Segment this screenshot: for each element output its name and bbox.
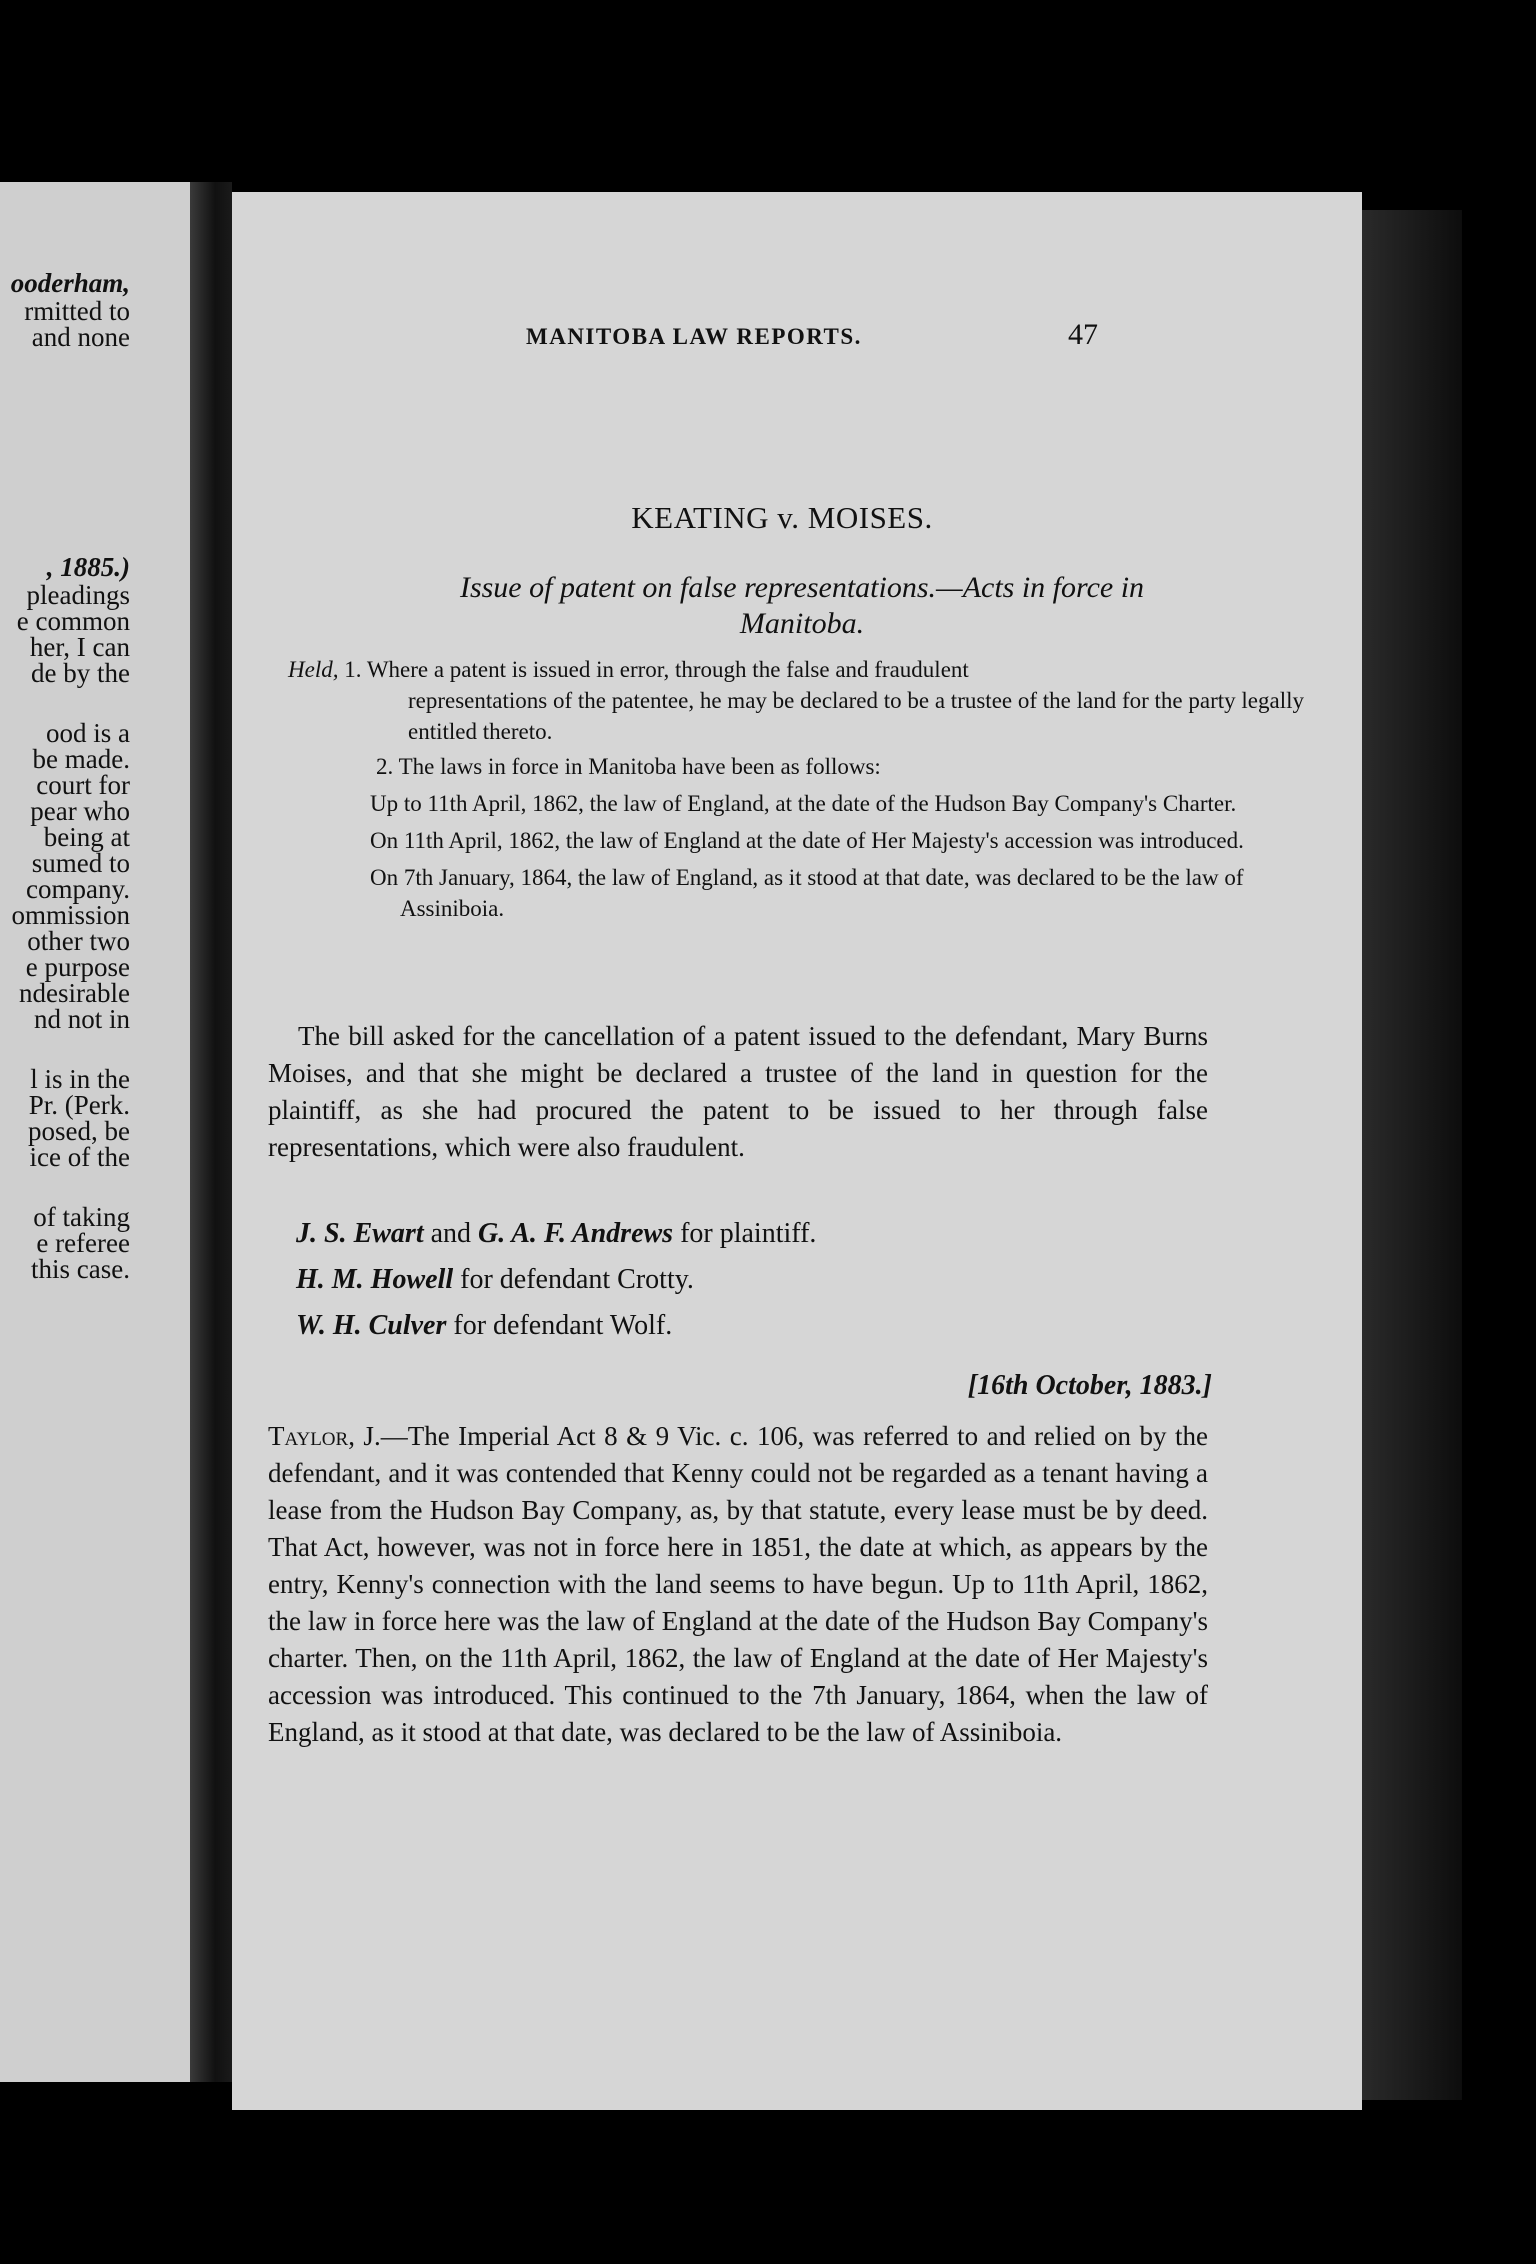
left-page-line: e common bbox=[16, 606, 130, 636]
left-page-line: sumed to bbox=[31, 848, 130, 878]
judgment-text bbox=[268, 1418, 1208, 1751]
held-sub-1: Up to 11th April, 1862, the law of England, at the date of the Hudson Bay Company's Charter. bbox=[370, 791, 1237, 816]
counsel-name-andrews: G. A. F. Andrews bbox=[478, 1218, 674, 1249]
judgment-body: —The Imperial Act 8 & 9 Vic. c. 106, was referred to and relied on by the defendant, and it was contended that Kenny could not be regarded as a tenant having a lease from the Hudson Bay Company, as, by that statute, every lease must be by deed. That Act, however, was not in force here in 1851, the date at which, as appears by the entry, Kenny's connection with the land seems to have begun. Up to 11th April, 1862, the law in force here was the law of England at the date of the Hudson Bay Company's charter. Then, on the 11th April, 1862, the law of England at the date of Her Majesty's accession was introduced. This continued to the 7th January, 1864, when the law of England, as it stood at that date, was declared to be the law of Assiniboia. bbox=[268, 1421, 1209, 1747]
page-edge-shadow bbox=[1362, 210, 1462, 2100]
left-page-line: other two bbox=[27, 926, 130, 956]
held-summary bbox=[288, 654, 1328, 924]
judgment-paragraph bbox=[268, 1418, 1208, 1751]
left-page-line: ood is a bbox=[46, 718, 130, 748]
left-page-line: l is in the bbox=[30, 1064, 130, 1094]
counsel-defendant-wolf bbox=[296, 1312, 672, 1340]
counsel-role-crotty: for defendant Crotty. bbox=[453, 1264, 694, 1295]
left-page-line: posed, be bbox=[28, 1116, 130, 1146]
left-page-line: pleadings bbox=[26, 580, 130, 610]
left-page-line: , 1885.) bbox=[46, 552, 130, 582]
judgment-date: [16th October, 1883.] bbox=[967, 1370, 1212, 1401]
facing-page-left bbox=[0, 182, 190, 2082]
headnote bbox=[312, 570, 1292, 642]
headnote-line-1: Issue of patent on false representations.—Acts in force in bbox=[459, 571, 1145, 604]
held-item-1-continuation: representations of the patentee, he may be declared to be a trustee of the land for the party legally entitled thereto. bbox=[408, 688, 1304, 744]
left-page-line: ice of the bbox=[29, 1142, 130, 1172]
left-page-line: ommission bbox=[11, 900, 130, 930]
left-page-line: company. bbox=[26, 874, 130, 904]
counsel-name-ewart: J. S. Ewart bbox=[296, 1218, 424, 1249]
counsel-role-plaintiff: for plaintiff. bbox=[673, 1218, 817, 1249]
left-page-line: court for bbox=[36, 770, 130, 800]
held-item-2: 2. The laws in force in Manitoba have been as follows: bbox=[376, 754, 881, 779]
held-item-1-first-line: Where a patent is issued in error, through the false and fraudulent bbox=[366, 657, 969, 682]
held-label: Held, bbox=[288, 657, 339, 682]
book-gutter bbox=[190, 182, 232, 2082]
left-page-line: and none bbox=[31, 322, 130, 352]
left-page-line: being at bbox=[43, 822, 130, 852]
held-sub-2: On 11th April, 1862, the law of England at the date of Her Majesty's accession was introduced. bbox=[370, 828, 1244, 853]
left-page-line: e referee bbox=[36, 1228, 130, 1258]
counsel-and: and bbox=[423, 1218, 479, 1249]
statement-text: The bill asked for the cancellation of a patent issued to the defendant, Mary Burns Moises, and that she might be declared a trustee of the land in question for the plaintiff, as she had procured the patent to be issued to her through false representations, which were also fraudulent. bbox=[268, 1021, 1208, 1162]
page-47 bbox=[232, 192, 1362, 2110]
left-page-line: pear who bbox=[30, 796, 130, 826]
counsel-role-wolf: for defendant Wolf. bbox=[446, 1310, 673, 1341]
left-page-line: of taking bbox=[33, 1202, 130, 1232]
left-page-line: ndesirable bbox=[19, 978, 130, 1008]
case-title: KEATING v. MOISES. bbox=[631, 500, 933, 535]
statement-paragraph bbox=[268, 1018, 1208, 1166]
left-page-line: nd not in bbox=[33, 1004, 130, 1034]
held-item-1-number: 1. bbox=[344, 657, 362, 682]
counsel-plaintiff bbox=[296, 1220, 816, 1248]
running-head: MANITOBA LAW REPORTS. bbox=[526, 324, 862, 349]
left-page-line: ooderham, bbox=[10, 268, 130, 298]
headnote-line-2: Manitoba. bbox=[739, 607, 865, 640]
counsel-defendant-crotty bbox=[296, 1266, 694, 1294]
left-page-line: Pr. (Perk. bbox=[28, 1090, 130, 1120]
left-page-line: rmitted to bbox=[24, 296, 130, 326]
counsel-name-howell: H. M. Howell bbox=[296, 1264, 454, 1295]
left-page-line: this case. bbox=[31, 1254, 130, 1284]
counsel-name-culver: W. H. Culver bbox=[296, 1310, 447, 1341]
held-item-1 bbox=[288, 654, 1328, 685]
left-page-line: e purpose bbox=[25, 952, 130, 982]
judge-name: Taylor, J. bbox=[268, 1421, 381, 1451]
left-page-line: be made. bbox=[32, 744, 130, 774]
held-sub-3: On 7th January, 1864, the law of England, as it stood at that date, was declared to be the law of Assiniboia. bbox=[370, 865, 1244, 921]
left-page-line: her, I can bbox=[29, 632, 130, 662]
left-page-line: de by the bbox=[31, 658, 130, 688]
page-number: 47 bbox=[1068, 318, 1098, 351]
